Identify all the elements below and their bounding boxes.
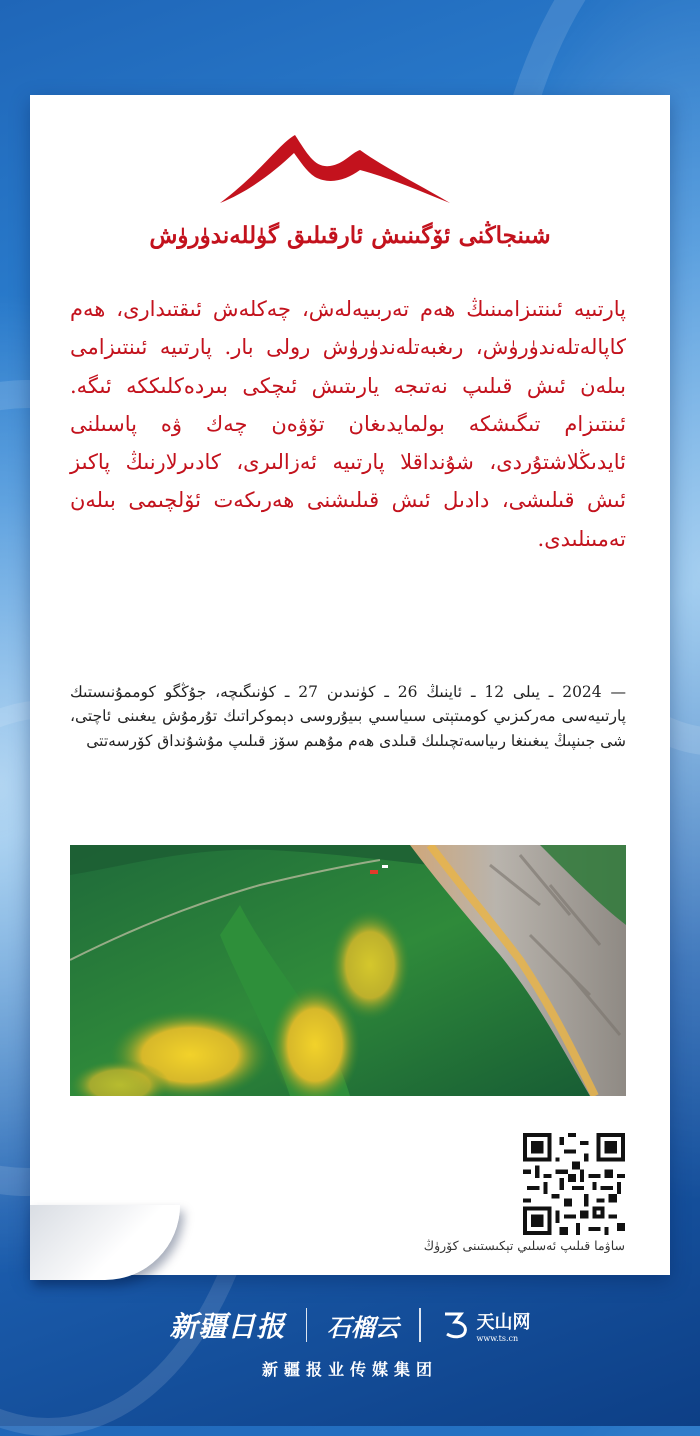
tianshan-logo [441, 1308, 531, 1343]
landscape-photo [70, 845, 626, 1096]
quote-paragraph: پارتىيە ئىنتىزامىنىڭ ھەم تەربىيەلەش، چەكلەش ئىقتىدارى، ھەم كاپالەتلەندۈرۈش، رىغبەتلەندۈرۈش رولى بار. پارتىيە ئىنتىزامى بىلەن ئىش قىلىپ نەتىجە يارىتىش ئىچكى بىردەكلىككە ئىگە. ئىنتىزام تىگىشكە بولمايدىغان تۆۋەن چەك ۋە پاسىلنى ئايدىڭلاشتۇردى، شۇنداقلا پارتىيە ئەزالىرى، كادىرلارنىڭ پاكىز ئىش قىلىشى، دادىل ئىش قىلىشنى ھەرىكەت ئۆلچىمى بىلەن تەمىنلىدى. [70, 297, 626, 551]
logo-divider [306, 1308, 308, 1342]
tianshan-url: www.ts.cn [476, 1333, 519, 1343]
source-paragraph: — 2024 ـ يىلى 12 ـ ئاينىڭ 26 ـ كۈنىدىن 27 ـ كۈنىگىچە، جۇڭگو كوممۇنىستىك پارتىيەسى مەركىزىي كومىتېتى سىياسىي بىيۇروسى دېموكراتىك تۇرمۇش يىغىنى ئاچتى، شى جىنپىڭ يىغىنغا رىياسەتچىلىك قىلدى ھەم مۇھىم سۆز قىلىپ مۇشۇنداق كۆرسەتتى [70, 683, 627, 750]
tianshan-name: 天山网 [476, 1311, 531, 1333]
shiliuyun-logo: 石榴云 [327, 1312, 399, 1342]
tianshan-mark-icon [441, 1310, 471, 1340]
xinjiang-daily-logo: 新疆日报 [169, 1310, 286, 1343]
page-title: شىنجاڭنى ئۆگىنىش ئارقىلىق گۈللەندۈرۈش [149, 222, 551, 249]
qr-code-icon[interactable] [520, 1130, 628, 1238]
publisher-name: 新疆报业传媒集团 [261, 1360, 438, 1379]
mountain-icon [220, 133, 450, 213]
logo-divider [419, 1308, 421, 1342]
logo-bar [0, 1305, 700, 1345]
qr-caption: ساۋما قىلىپ ئەسلىي تېكىستىنى كۆرۈڭ [423, 1238, 625, 1253]
